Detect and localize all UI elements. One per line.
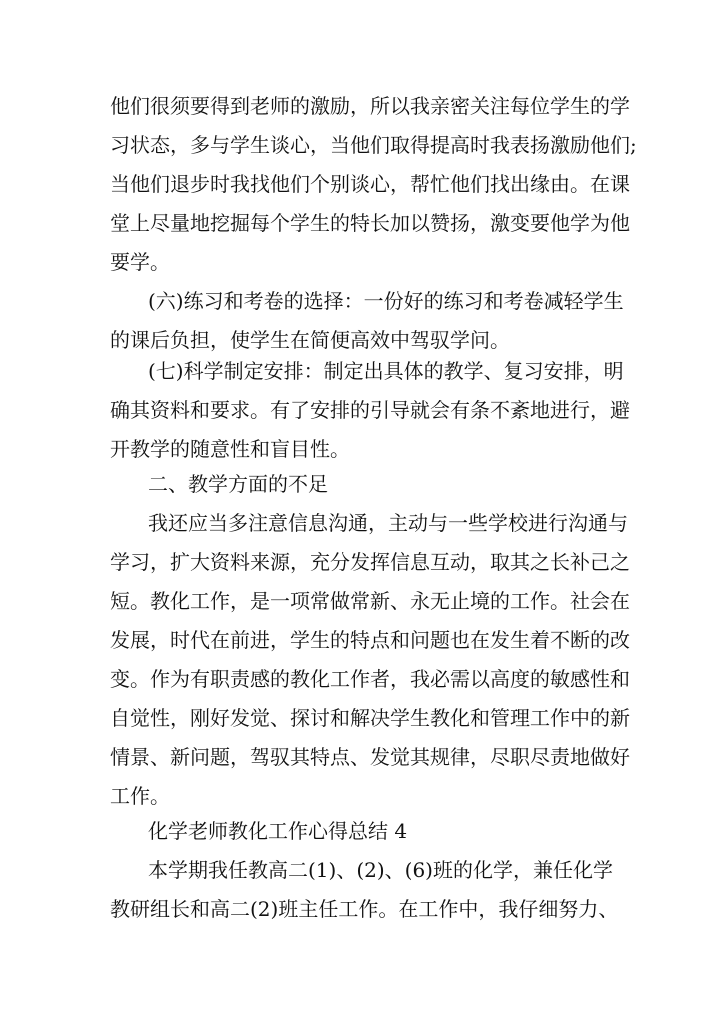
body-text-line: 当他们退步时我找他们个别谈心，帮忙他们找出缘由。在课 [110,172,630,196]
body-text-line: 开教学的随意性和盲目性。 [110,437,350,461]
body-text-line: 确其资料和要求。有了安排的引导就会有条不紊地进行，避 [110,398,630,422]
section-heading: 二、教学方面的不足 [148,472,328,496]
body-text-line: 短。教化工作，是一项常做常新、永无止境的工作。社会在 [110,589,630,613]
body-text-line: 情景、新问题，驾驭其特点、发觉其规律，尽职尽责地做好 [110,745,630,769]
paragraph-first-line: 本学期我任教高二(1)、(2)、(6)班的化学，兼任化学 [148,858,613,882]
body-text-line: 堂上尽量地挖掘每个学生的特长加以赞扬，激变要他学为他 [110,211,630,235]
section-heading: 化学老师教化工作心得总结 4 [148,819,408,843]
body-text-line: 变。作为有职责感的教化工作者，我必需以高度的敏感性和 [110,667,630,691]
body-text-line: 要学。 [110,250,170,274]
body-text-line: 学习，扩大资料来源，充分发挥信息互动，取其之长补己之 [110,550,630,574]
body-text-line: 自觉性，刚好发觉、探讨和解决学生教化和管理工作中的新 [110,706,630,730]
body-text-line: 习状态，多与学生谈心，当他们取得提高时我表扬激励他们; [110,133,637,157]
body-text-line: 发展，时代在前进，学生的特点和问题也在发生着不断的改 [110,628,630,652]
paragraph-first-line: (六)练习和考卷的选择：一份好的练习和考卷减轻学生 [148,289,624,313]
body-text-line: 他们很须要得到老师的激励，所以我亲密关注每位学生的学 [110,94,630,118]
paragraph-first-line: (七)科学制定安排：制定出具体的教学、复习安排，明 [148,359,624,383]
paragraph-first-line: 我还应当多注意信息沟通，主动与一些学校进行沟通与 [148,511,628,535]
body-text-line: 教研组长和高二(2)班主任工作。在工作中，我仔细努力、 [110,897,619,921]
body-text-line: 的课后负担，使学生在简便高效中驾驭学问。 [110,328,510,352]
body-text-line: 工作。 [110,784,170,808]
